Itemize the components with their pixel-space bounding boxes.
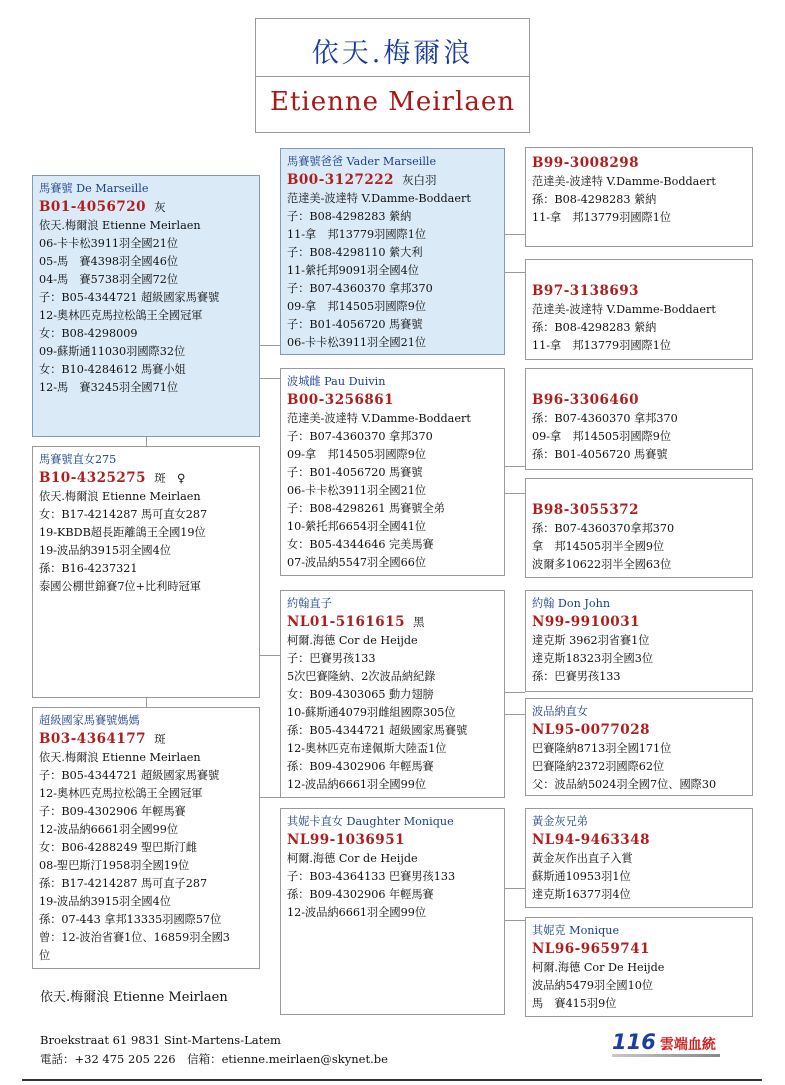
connector-line <box>259 345 280 346</box>
connector-line <box>259 378 280 379</box>
owner-address: Broekstraat 61 9831 Sint-Martens-Latem <box>40 1033 281 1047</box>
detail-line: 達克斯16377羽4位 <box>532 888 631 901</box>
detail-line: 07-波品納5547羽全國66位 <box>287 556 427 569</box>
detail-line: 19-波品納3915羽全國4位 <box>39 895 171 908</box>
connector-line <box>504 272 525 273</box>
color-note: 斑 <box>154 732 166 746</box>
detail-line: 范達美-波達特 V.Damme-Boddaert <box>287 412 471 425</box>
ring-number: B97-3138693 <box>532 283 640 299</box>
detail-line: 子：B07-4360370 拿邦370 <box>287 430 433 443</box>
detail-line: 09-拿 邦14505羽國際9位 <box>287 300 427 313</box>
detail-line: 10-蘇斯通4079羽雌組國際305位 <box>287 706 456 719</box>
title-chinese: 依天.梅爾浪 <box>311 38 474 69</box>
detail-line: 馬 賽415羽9位 <box>532 997 617 1010</box>
pigeon-card-daughter <box>32 446 260 698</box>
detail-line: 女：B05-4344646 完美馬賽 <box>287 538 434 551</box>
detail-line: 子：B05-4344721 超級國家馬賽號 <box>39 291 220 304</box>
pigeon-name: 其妮克 Monique <box>532 924 620 937</box>
pigeon-card-ancestor <box>525 808 753 908</box>
pigeon-name: 約翰 Don John <box>532 597 611 610</box>
owner-name: 依天.梅爾浪 Etienne Meirlaen <box>40 990 228 1005</box>
ring-number: NL99-1036951 <box>287 832 405 848</box>
detail-line: 子：巴賽男孩133 <box>287 652 376 665</box>
pigeon-card-mother <box>32 707 260 969</box>
connector-line <box>146 697 147 707</box>
pigeon-name: 波城雌 Pau Duivin <box>287 375 386 388</box>
detail-line: 孫：B16-4237321 <box>39 562 138 575</box>
detail-line: 孫：B08-4298283 縈納 <box>532 321 657 334</box>
pigeon-card-subject <box>32 175 260 437</box>
detail-line: 達克斯 3962羽省賽1位 <box>532 634 650 647</box>
detail-line: 波爾多10622羽半全國63位 <box>532 558 672 571</box>
detail-line: 巴賽隆納8713羽全國171位 <box>532 742 672 755</box>
pigeon-card-sire-mother <box>280 368 505 576</box>
detail-line: 09-蘇斯通11030羽國際32位 <box>39 345 186 358</box>
detail-line: 19-波品納3915羽全國4位 <box>39 544 171 557</box>
detail-line: 孫：B17-4214287 馬可直子287 <box>39 877 208 890</box>
ring-number: B10-4325275 斑 ♀ <box>39 470 186 486</box>
detail-line: 波品納5479羽全國10位 <box>532 979 654 992</box>
pigeon-card-ancestor <box>525 698 753 796</box>
pigeon-name: 其妮卡直女 Daughter Monique <box>287 815 454 828</box>
pigeon-name: 馬賽號 De Marseille <box>39 182 149 195</box>
detail-line: 子：B09-4302906 年輕馬賽 <box>39 805 186 818</box>
logo-text: 雲端血統 <box>659 1037 716 1053</box>
pigeon-card-ancestor <box>525 259 753 360</box>
detail-line: 11-拿 邦13779羽國際1位 <box>532 211 672 224</box>
detail-line: 女：B10-4284612 馬賽小姐 <box>39 363 186 376</box>
ring-number: NL01-5161615 黑 <box>287 614 425 630</box>
color-note: 黑 <box>412 615 425 629</box>
detail-line: 11-拿 邦13779羽國際1位 <box>532 339 672 352</box>
detail-line: 孫：07-443 拿邦13335羽國際57位 <box>39 913 222 926</box>
pigeon-name: 馬賽號直女275 <box>39 453 117 466</box>
ring-number: B00-3127222 灰白羽 <box>287 172 437 188</box>
detail-line: 10-縈托邦6654羽全國41位 <box>287 520 427 533</box>
title-divider <box>256 76 529 77</box>
detail-line: 12-波品納6661羽全國99位 <box>287 906 427 919</box>
logo-underline <box>612 1054 720 1057</box>
footer-rule <box>22 1079 762 1081</box>
detail-line: 孫：B01-4056720 馬賽號 <box>532 448 668 461</box>
detail-line: 子：B08-4298110 縈大利 <box>287 246 423 259</box>
detail-line: 泰國公棚世錦賽7位+比利時冠軍 <box>39 580 201 593</box>
detail-line: 達克斯18323羽全國3位 <box>532 652 654 665</box>
detail-line: 蘇斯通10953羽1位 <box>532 870 631 883</box>
pigeon-card-dam-mother <box>280 808 505 1015</box>
connector-line <box>504 466 525 467</box>
ring-number: B99-3008298 <box>532 155 640 171</box>
detail-line: 依天.梅爾浪 Etienne Meirlaen <box>39 490 201 503</box>
detail-line: 孫：B09-4302906 年輕馬賽 <box>287 760 434 773</box>
detail-line: 09-拿 邦14505羽國際9位 <box>532 430 672 443</box>
detail-line: 女：B08-4298009 <box>39 327 138 340</box>
detail-line: 孫：B07-4360370 拿邦370 <box>532 412 678 425</box>
pigeon-card-ancestor <box>525 147 753 247</box>
detail-line: 19-KBDB超長距離鴿王全國19位 <box>39 526 206 539</box>
connector-line <box>504 888 525 889</box>
detail-line: 孫：B09-4302906 年輕馬賽 <box>287 888 434 901</box>
title-english: Etienne Meirlaen <box>270 87 515 117</box>
ring-number: NL94-9463348 <box>532 832 650 848</box>
title-box <box>255 18 530 133</box>
detail-line: 12-奧林匹克馬拉松鴿王全國冠軍 <box>39 309 203 322</box>
detail-line: 柯爾.海德 Cor de Heijde <box>287 852 418 865</box>
pigeon-name: 波品納直女 <box>532 705 588 718</box>
detail-line: 05-馬 賽4398羽全國46位 <box>39 255 179 268</box>
detail-line: 父：波品納5024羽全國7位、國際30 <box>532 778 717 791</box>
pigeon-name <box>532 374 746 390</box>
color-note: 斑 ♀ <box>154 471 186 485</box>
connector-line <box>504 920 525 921</box>
pigeon-name: 黃金灰兄弟 <box>532 815 588 828</box>
detail-line: 04-馬 賽5738羽全國72位 <box>39 273 179 286</box>
detail-line: 09-拿 邦14505羽國際9位 <box>287 448 427 461</box>
detail-line: 12-波品納6661羽全國99位 <box>39 823 179 836</box>
connector-line <box>259 797 280 798</box>
detail-line: 08-聖巴斯汀1958羽全國19位 <box>39 859 190 872</box>
detail-line: 女：B17-4214287 馬可直女287 <box>39 508 208 521</box>
pigeon-card-ancestor <box>525 478 753 578</box>
detail-line: 子：B01-4056720 馬賽號 <box>287 318 423 331</box>
pigeon-card-sire-father <box>280 148 505 355</box>
detail-line: 范達美-波達特 V.Damme-Boddaert <box>532 303 716 316</box>
detail-line: 依天.梅爾浪 Etienne Meirlaen <box>39 751 201 764</box>
detail-line: 11-縈托邦9091羽全國4位 <box>287 264 419 277</box>
detail-line: 12-奧林匹克馬拉松鴿王全國冠軍 <box>39 787 203 800</box>
detail-line: 范達美-波達特 V.Damme-Boddaert <box>287 192 471 205</box>
connector-line <box>504 692 525 693</box>
detail-line: 曾：12-波治省賽1位、16859羽全國3 <box>39 931 230 944</box>
connector-line <box>259 655 280 656</box>
pigeon-name: 超級國家馬賽號媽媽 <box>39 714 140 727</box>
detail-line: 孫：B07-4360370拿邦370 <box>532 522 675 535</box>
detail-line: 06-卡卡松3911羽全國21位 <box>287 484 427 497</box>
connector-line <box>504 493 525 494</box>
color-note: 灰白羽 <box>402 173 437 187</box>
ring-number: NL96-9659741 <box>532 941 650 957</box>
detail-line: 子：B03-4364133 巴賽男孩133 <box>287 870 456 883</box>
detail-line: 12-馬 賽3245羽全國71位 <box>39 381 179 394</box>
detail-line: 12-波品納6661羽全國99位 <box>287 778 427 791</box>
connector-line <box>504 714 525 715</box>
ring-number: B01-4056720 灰 <box>39 199 166 215</box>
detail-line: 孫：B05-4344721 超級國家馬賽號 <box>287 724 468 737</box>
detail-line: 子：B05-4344721 超級國家馬賽號 <box>39 769 220 782</box>
color-note: 灰 <box>154 200 166 214</box>
detail-line: 范達美-波達特 V.Damme-Boddaert <box>532 175 716 188</box>
ring-number: B03-4364177 斑 <box>39 731 166 747</box>
owner-contact: 電話：+32 475 205 226 信箱：etienne.meirlaen@skynet.be <box>40 1052 388 1066</box>
connector-line <box>504 234 525 235</box>
detail-line: 依天.梅爾浪 Etienne Meirlaen <box>39 219 201 232</box>
brand-logo <box>612 1030 722 1054</box>
detail-line: 06-卡卡松3911羽全國21位 <box>39 237 179 250</box>
detail-line: 位 <box>39 949 51 962</box>
detail-line: 柯爾.海德 Cor de Heijde <box>287 634 418 647</box>
ring-number: B00-3256861 <box>287 392 395 408</box>
detail-line: 子：B08-4298261 馬賽號全弟 <box>287 502 445 515</box>
detail-line: 子：B08-4298283 縈納 <box>287 210 412 223</box>
detail-line: 孫：巴賽男孩133 <box>532 670 621 683</box>
ring-number: B98-3055372 <box>532 502 640 518</box>
pigeon-name: 馬賽號爸爸 Vader Marseille <box>287 155 437 168</box>
detail-line: 女：B09-4303065 動力翅膀 <box>287 688 434 701</box>
pigeon-name <box>532 484 746 500</box>
detail-line: 孫：B08-4298283 縈納 <box>532 193 657 206</box>
pigeon-card-ancestor <box>525 368 753 470</box>
detail-line: 子：B01-4056720 馬賽號 <box>287 466 423 479</box>
logo-number: 116 <box>612 1030 656 1054</box>
detail-line: 06-卡卡松3911羽全國21位 <box>287 336 427 349</box>
detail-line: 巴賽隆納2372羽國際62位 <box>532 760 665 773</box>
detail-line: 子：B07-4360370 拿邦370 <box>287 282 433 295</box>
detail-line: 12-奧林匹克布達佩斯大陸盃1位 <box>287 742 447 755</box>
detail-line: 5次巴賽隆納、2次波品納紀錄 <box>287 670 436 683</box>
connector-line <box>146 436 147 446</box>
detail-line: 11-拿 邦13779羽國際1位 <box>287 228 427 241</box>
pigeon-card-dam-father <box>280 590 505 798</box>
pigeon-card-ancestor <box>525 917 753 1017</box>
pigeon-name: 約翰直子 <box>287 597 332 610</box>
detail-line: 黃金灰作出直子入賞 <box>532 852 633 865</box>
ring-number: N99-9910031 <box>532 614 640 630</box>
ring-number: B96-3306460 <box>532 392 640 408</box>
detail-line: 柯爾.海德 Cor De Heijde <box>532 961 665 974</box>
detail-line: 拿 邦14505羽半全國9位 <box>532 540 665 553</box>
detail-line: 女：B06-4288249 聖巴斯汀雌 <box>39 841 197 854</box>
pigeon-name <box>532 265 746 281</box>
ring-number: NL95-0077028 <box>532 722 650 738</box>
pigeon-card-ancestor <box>525 590 753 692</box>
